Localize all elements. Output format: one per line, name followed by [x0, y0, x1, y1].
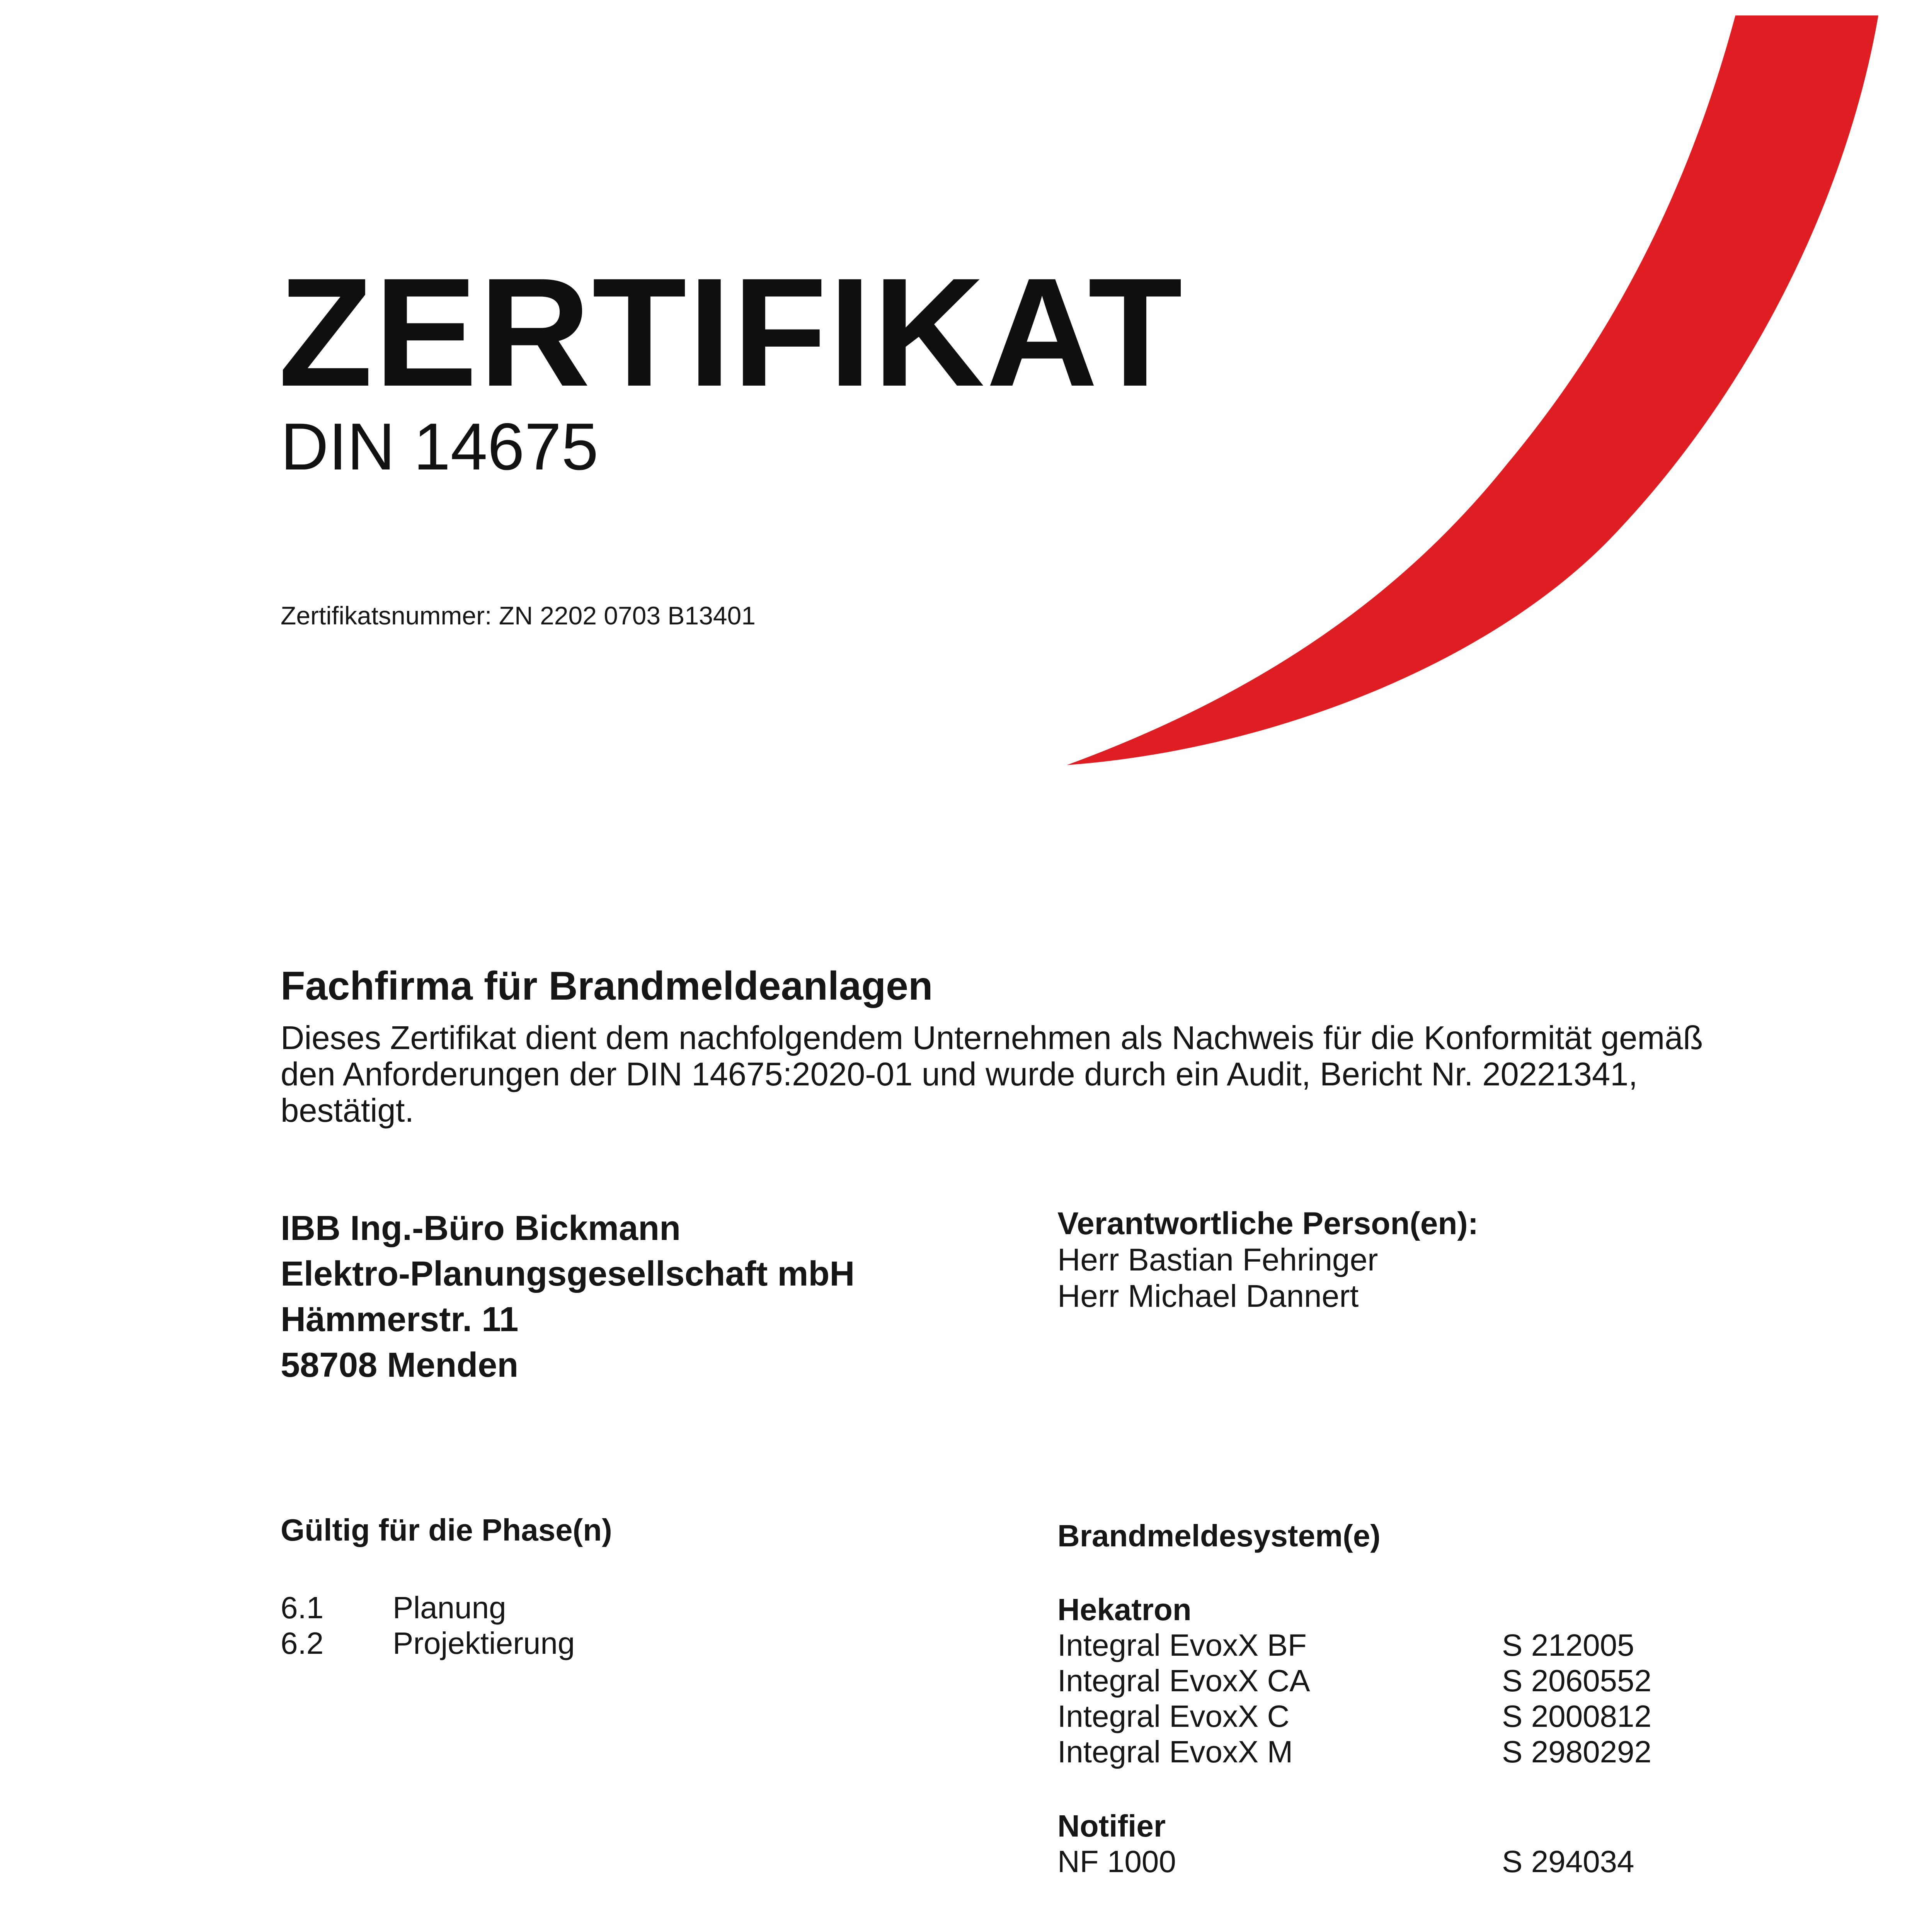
system-row — [1057, 1844, 1714, 1879]
company-address — [281, 1206, 855, 1388]
system-row — [1057, 1699, 1714, 1734]
responsible-person: Herr Michael Dannert — [1057, 1279, 1359, 1314]
intro-line: Dieses Zertifikat dient dem nachfolgendem Unternehmen als Nachweis für die Konformität gemäß — [281, 1020, 1703, 1056]
company-line: IBB Ing.-Büro Bickmann — [281, 1209, 681, 1248]
phase-label: Planung — [393, 1590, 506, 1625]
system-row — [1057, 1663, 1714, 1699]
intro-line: bestätigt. — [281, 1092, 414, 1129]
responsible-person: Herr Bastian Fehringer — [1057, 1242, 1378, 1277]
system-name: NF 1000 — [1057, 1844, 1176, 1879]
phase-item — [281, 1590, 575, 1626]
phase-number: 6.1 — [281, 1590, 324, 1625]
system-group-notifier — [1057, 1808, 1714, 1879]
scope-heading: Fachfirma für Brandmeldeanlagen — [281, 964, 933, 1009]
phase-number: 6.2 — [281, 1626, 324, 1660]
system-code: S 294034 — [1502, 1844, 1634, 1879]
system-code: S 2060552 — [1502, 1663, 1652, 1698]
system-code: S 2980292 — [1502, 1735, 1652, 1769]
system-name: Integral EvoxX C — [1057, 1699, 1290, 1733]
system-name: Integral EvoxX M — [1057, 1735, 1293, 1769]
phase-item — [281, 1626, 575, 1661]
system-row — [1057, 1628, 1714, 1663]
system-name: Integral EvoxX CA — [1057, 1663, 1310, 1698]
intro-line: den Anforderungen der DIN 14675:2020-01 und wurde durch ein Audit, Bericht Nr. 20221341, — [281, 1056, 1638, 1093]
intro-paragraph — [281, 1020, 1711, 1129]
company-line: Hämmerstr. 11 — [281, 1300, 519, 1339]
phases-heading: Gültig für die Phase(n) — [281, 1513, 612, 1547]
system-code: S 212005 — [1502, 1628, 1634, 1662]
system-group-hekatron — [1057, 1592, 1714, 1770]
certificate-title: ZERTIFIKAT — [278, 246, 1184, 418]
responsible-label: Verantwortliche Person(en): — [1057, 1206, 1479, 1241]
systems-heading: Brandmeldesystem(e) — [1057, 1519, 1381, 1553]
system-code: S 2000812 — [1502, 1699, 1652, 1733]
phases-list — [281, 1590, 575, 1661]
system-name: Integral EvoxX BF — [1057, 1628, 1307, 1662]
standard-subtitle: DIN 14675 — [281, 410, 599, 484]
company-line: 58708 Menden — [281, 1346, 519, 1384]
responsible-persons — [1057, 1206, 1478, 1315]
system-row — [1057, 1734, 1714, 1770]
manufacturer-name: Notifier — [1057, 1809, 1166, 1843]
company-line: Elektro-Planungsgesellschaft mbH — [281, 1255, 855, 1293]
certificate-number: Zertifikatsnummer: ZN 2202 0703 B13401 — [281, 601, 756, 630]
phase-label: Projektierung — [393, 1626, 575, 1660]
manufacturer-name: Hekatron — [1057, 1592, 1192, 1627]
